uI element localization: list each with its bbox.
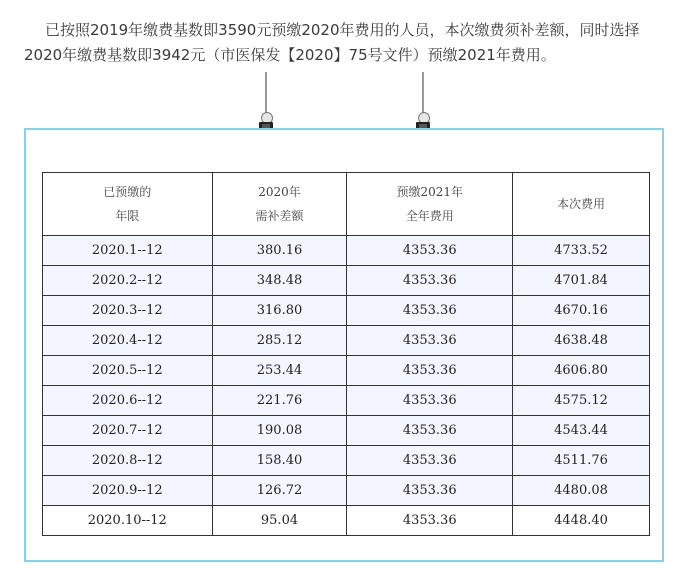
table-row [43, 296, 650, 326]
cell-difference: 190.08 [212, 416, 347, 446]
header-line: 2020年 [258, 185, 301, 199]
cell-period: 2020.9--12 [43, 476, 213, 506]
cell-current-fee: 4733.52 [513, 236, 650, 266]
table-row [43, 356, 650, 386]
intro-text [0, 18, 690, 68]
table-body [43, 236, 650, 536]
cell-period: 2020.8--12 [43, 446, 213, 476]
cell-period: 2020.4--12 [43, 326, 213, 356]
table-frame [24, 128, 664, 562]
header-current-fee [513, 173, 650, 236]
header-prepaid-period [43, 173, 213, 236]
cell-current-fee: 4606.80 [513, 356, 650, 386]
header-line: 全年费用 [405, 209, 454, 223]
table-row [43, 446, 650, 476]
binder-clip-icon [259, 72, 273, 134]
cell-period: 2020.10--12 [43, 506, 213, 536]
cell-annual-fee: 4353.36 [347, 446, 513, 476]
table-row [43, 236, 650, 266]
cell-period: 2020.5--12 [43, 356, 213, 386]
header-2020-difference [212, 173, 347, 236]
cell-difference: 380.16 [212, 236, 347, 266]
cell-annual-fee: 4353.36 [347, 326, 513, 356]
header-line: 预缴2021年 [396, 185, 463, 199]
header-line: 年限 [115, 209, 140, 223]
intro-line-1: 已按照2019年缴费基数即3590元预缴2020年费用的人员，本次缴费须补差额，同时选择 [45, 21, 640, 39]
table-row [43, 506, 650, 536]
cell-difference: 348.48 [212, 266, 347, 296]
cell-period: 2020.6--12 [43, 386, 213, 416]
cell-period: 2020.1--12 [43, 236, 213, 266]
table-row [43, 416, 650, 446]
cell-annual-fee: 4353.36 [347, 416, 513, 446]
cell-annual-fee: 4353.36 [347, 386, 513, 416]
cell-difference: 126.72 [212, 476, 347, 506]
fee-table [42, 172, 650, 536]
cell-difference: 95.04 [212, 506, 347, 536]
cell-annual-fee: 4353.36 [347, 236, 513, 266]
intro-line-2: 2020年缴费基数即3942元（市医保发【2020】75号文件）预缴2021年费用。 [24, 46, 556, 64]
cell-annual-fee: 4353.36 [347, 266, 513, 296]
cell-current-fee: 4480.08 [513, 476, 650, 506]
cell-difference: 285.12 [212, 326, 347, 356]
cell-difference: 158.40 [212, 446, 347, 476]
table-row [43, 266, 650, 296]
header-line: 已预缴的 [103, 185, 152, 199]
cell-current-fee: 4511.76 [513, 446, 650, 476]
cell-current-fee: 4448.40 [513, 506, 650, 536]
cell-annual-fee: 4353.36 [347, 476, 513, 506]
table-header-row [43, 173, 650, 236]
table-row [43, 476, 650, 506]
cell-period: 2020.7--12 [43, 416, 213, 446]
table-row [43, 386, 650, 416]
header-2021-annual-fee [347, 173, 513, 236]
binder-clip-icon [416, 72, 430, 134]
cell-current-fee: 4543.44 [513, 416, 650, 446]
table-row [43, 326, 650, 356]
cell-difference: 316.80 [212, 296, 347, 326]
cell-difference: 253.44 [212, 356, 347, 386]
cell-annual-fee: 4353.36 [347, 356, 513, 386]
cell-current-fee: 4638.48 [513, 326, 650, 356]
cell-period: 2020.2--12 [43, 266, 213, 296]
cell-difference: 221.76 [212, 386, 347, 416]
cell-current-fee: 4670.16 [513, 296, 650, 326]
cell-annual-fee: 4353.36 [347, 506, 513, 536]
header-line: 本次费用 [557, 197, 606, 211]
cell-annual-fee: 4353.36 [347, 296, 513, 326]
cell-current-fee: 4701.84 [513, 266, 650, 296]
cell-current-fee: 4575.12 [513, 386, 650, 416]
cell-period: 2020.3--12 [43, 296, 213, 326]
header-line: 需补差额 [255, 209, 304, 223]
